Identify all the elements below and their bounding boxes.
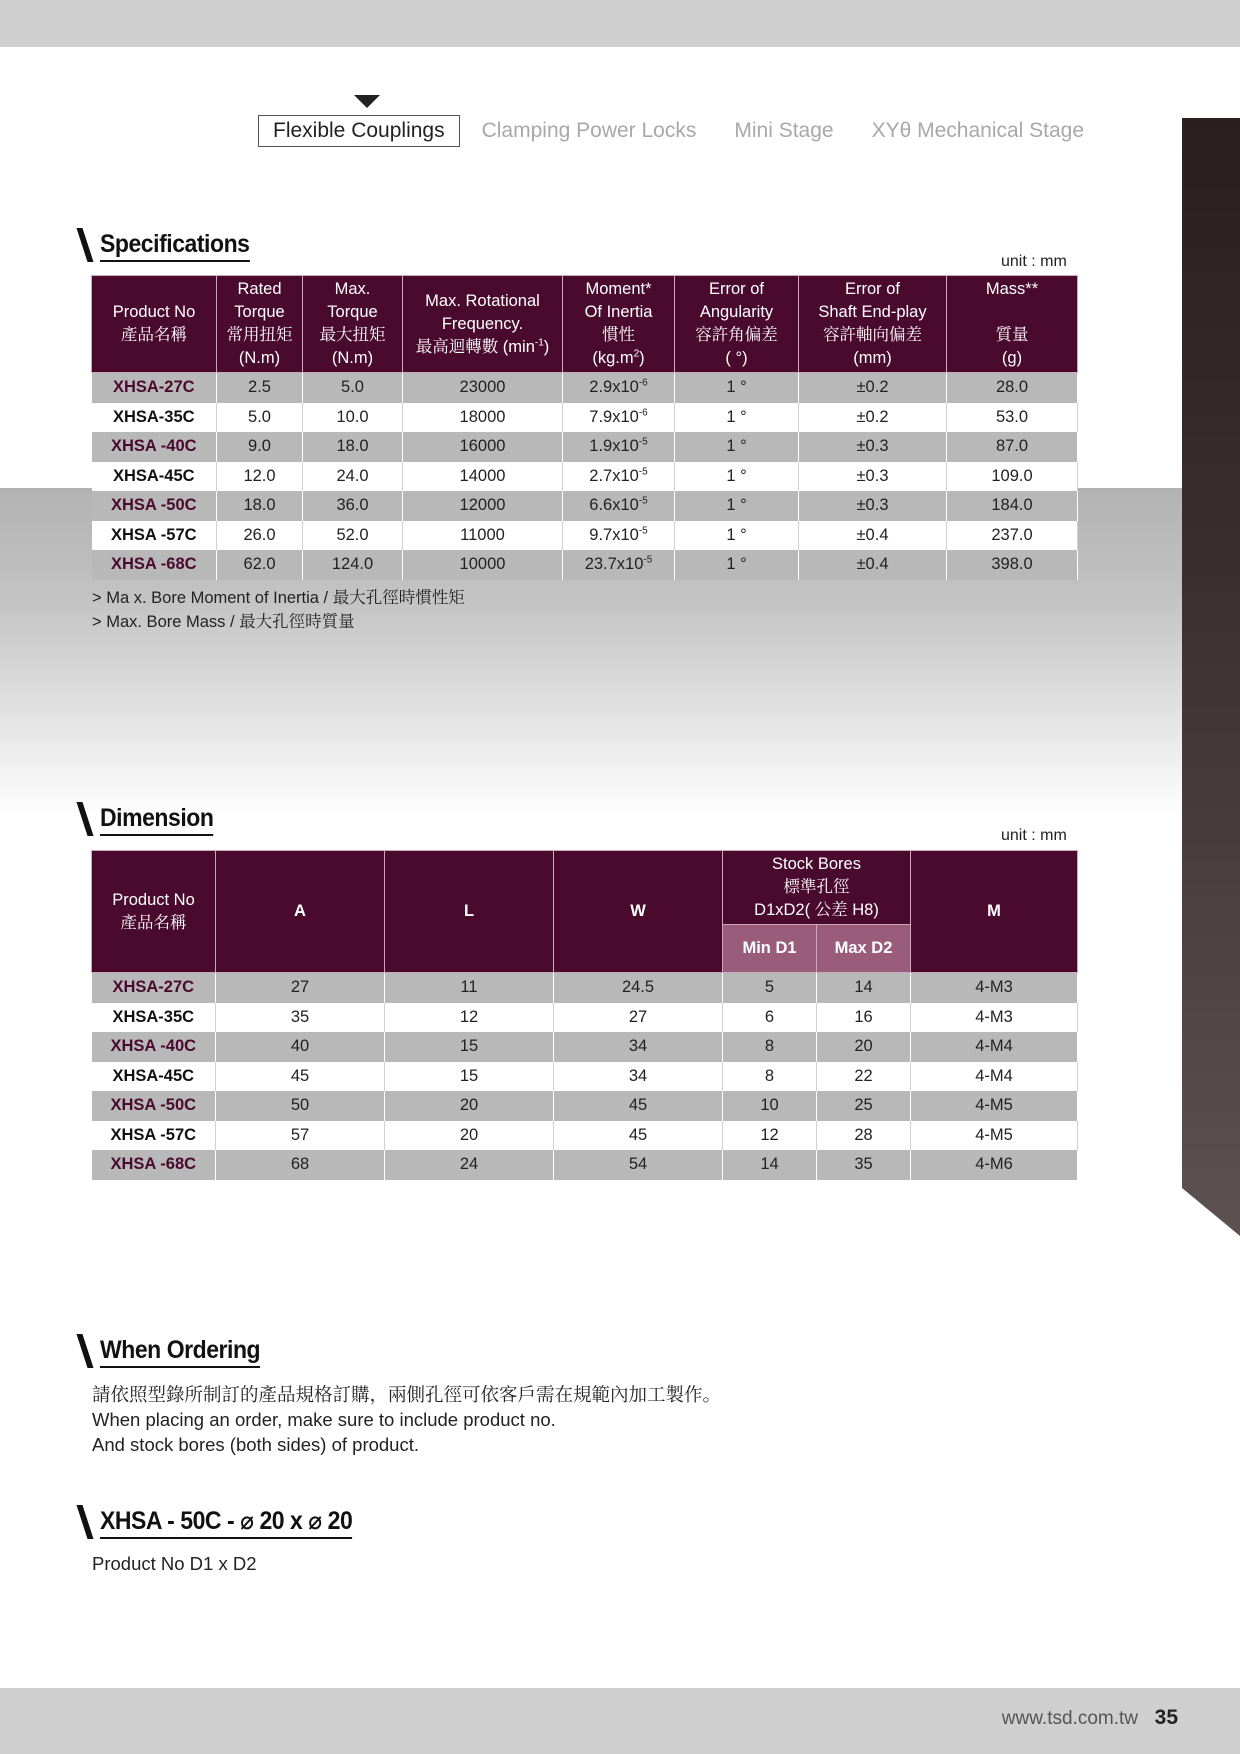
mass-cell: 237.0: [947, 521, 1078, 551]
mass-cell: 28.0: [947, 373, 1078, 403]
dim-l-cell: 11: [385, 973, 554, 1003]
spec-unit-label: unit : mm: [1001, 253, 1067, 270]
tab-flexible-couplings[interactable]: Flexible Couplings: [258, 115, 460, 147]
header-max-d2: Max D2: [817, 925, 911, 973]
header-moment-of-inertia: Moment* Of Inertia 慣性 $(kg.m^2)$: [563, 276, 675, 373]
header-error-angularity: Error of Angularity 容許角偏差 ( °): [675, 276, 799, 373]
header-m: M: [911, 851, 1078, 973]
product-no-cell: XHSA -50C: [92, 491, 217, 521]
header-w: W: [554, 851, 723, 973]
angularity-cell: 1 °: [675, 403, 799, 433]
max-d2-cell: 35: [817, 1150, 911, 1180]
product-no-cell: XHSA-45C: [92, 462, 217, 492]
tab-mini-stage[interactable]: Mini Stage: [734, 119, 834, 142]
heading-slash-icon: [76, 1505, 93, 1539]
product-no-cell: XHSA-35C: [92, 403, 217, 433]
ordering-heading: When Ordering: [82, 1334, 274, 1368]
inertia-cell: $7.9x10^{-6}$: [563, 403, 675, 433]
rated-torque-cell: 62.0: [217, 550, 303, 580]
max-frequency-cell: 23000: [403, 373, 563, 403]
inertia-cell: $6.6x10^{-5}$: [563, 491, 675, 521]
table-row: [92, 1091, 1078, 1121]
website-link[interactable]: www.tsd.com.tw: [1001, 1708, 1138, 1729]
angularity-cell: 1 °: [675, 550, 799, 580]
header-error-end-play: Error of Shaft End-play 容許軸向偏差 (mm): [799, 276, 947, 373]
product-no-cell: XHSA -57C: [92, 521, 217, 551]
angularity-cell: 1 °: [675, 521, 799, 551]
table-row: [92, 462, 1078, 492]
rated-torque-cell: 2.5: [217, 373, 303, 403]
max-torque-cell: 5.0: [303, 373, 403, 403]
mass-cell: 398.0: [947, 550, 1078, 580]
max-d2-cell: 28: [817, 1121, 911, 1151]
mass-cell: 53.0: [947, 403, 1078, 433]
note-line: > Ma x. Bore Moment of Inertia / 最大孔徑時慣性矩: [92, 589, 465, 607]
table-row: [92, 403, 1078, 433]
table-row: [92, 550, 1078, 580]
top-bar: [0, 0, 1240, 47]
header-rated-torque: Rated Torque 常用扭矩 (N.m): [217, 276, 303, 373]
dim-w-cell: 45: [554, 1121, 723, 1151]
max-torque-cell: 124.0: [303, 550, 403, 580]
product-no-cell: XHSA -40C: [92, 432, 217, 462]
dim-m-cell: 4-M4: [911, 1062, 1078, 1092]
header-stock-bores: Stock Bores 標準孔徑 D1xD2( 公差 H8): [723, 851, 911, 925]
dim-w-cell: 24.5: [554, 973, 723, 1003]
dim-w-cell: 45: [554, 1091, 723, 1121]
end-play-cell: ±0.3: [799, 432, 947, 462]
rated-torque-cell: 9.0: [217, 432, 303, 462]
order-code-caption: Product No D1 x D2: [92, 1553, 257, 1574]
header-max-torque: Max. Torque 最大扭矩 (N.m): [303, 276, 403, 373]
product-no-cell: XHSA-45C: [92, 1062, 216, 1092]
max-d2-cell: 25: [817, 1091, 911, 1121]
dim-a-cell: 50: [216, 1091, 385, 1121]
min-d1-cell: 8: [723, 1032, 817, 1062]
dim-a-cell: 57: [216, 1121, 385, 1151]
max-frequency-cell: 12000: [403, 491, 563, 521]
table-row: [92, 1121, 1078, 1151]
dimension-table: [91, 850, 1078, 1180]
heading-slash-icon: [76, 228, 93, 262]
dim-w-cell: 27: [554, 1003, 723, 1033]
max-torque-cell: 18.0: [303, 432, 403, 462]
angularity-cell: 1 °: [675, 491, 799, 521]
dim-unit-label: unit : mm: [1001, 827, 1067, 844]
table-row: [92, 1003, 1078, 1033]
dim-m-cell: 4-M5: [911, 1121, 1078, 1151]
dim-w-cell: 54: [554, 1150, 723, 1180]
end-play-cell: ±0.4: [799, 521, 947, 551]
product-no-cell: XHSA -40C: [92, 1032, 216, 1062]
product-no-cell: XHSA -68C: [92, 550, 217, 580]
dim-m-cell: 4-M6: [911, 1150, 1078, 1180]
side-decoration: [1182, 118, 1240, 1236]
dim-a-cell: 68: [216, 1150, 385, 1180]
dim-l-cell: 12: [385, 1003, 554, 1033]
inertia-cell: $23.7x10^{-5}$: [563, 550, 675, 580]
heading-slash-icon: [76, 802, 93, 836]
product-no-cell: XHSA -50C: [92, 1091, 216, 1121]
product-no-cell: XHSA-27C: [92, 373, 217, 403]
dim-l-cell: 20: [385, 1091, 554, 1121]
max-frequency-cell: 11000: [403, 521, 563, 551]
header-max-rotational-frequency: Max. Rotational Frequency. 最高迴轉數 $(\min^{-1})$: [403, 276, 563, 373]
dim-m-cell: 4-M4: [911, 1032, 1078, 1062]
order-code-example: XHSA - 50C - ⌀ 20 x ⌀ 20: [82, 1505, 374, 1539]
header-product-no: Product No 產品名稱: [92, 276, 217, 373]
min-d1-cell: 10: [723, 1091, 817, 1121]
dim-w-cell: 34: [554, 1062, 723, 1092]
dim-a-cell: 45: [216, 1062, 385, 1092]
header-a: A: [216, 851, 385, 973]
table-row: [92, 1032, 1078, 1062]
dim-m-cell: 4-M3: [911, 1003, 1078, 1033]
max-torque-cell: 10.0: [303, 403, 403, 433]
angularity-cell: 1 °: [675, 373, 799, 403]
mass-cell: 87.0: [947, 432, 1078, 462]
ordering-instructions: [92, 1382, 721, 1457]
dim-l-cell: 20: [385, 1121, 554, 1151]
dim-m-cell: 4-M5: [911, 1091, 1078, 1121]
min-d1-cell: 12: [723, 1121, 817, 1151]
end-play-cell: ±0.4: [799, 550, 947, 580]
note-line: > Max. Bore Mass / 最大孔徑時質量: [92, 613, 355, 631]
inertia-cell: $9.7x10^{-5}$: [563, 521, 675, 551]
dim-l-cell: 24: [385, 1150, 554, 1180]
max-frequency-cell: 16000: [403, 432, 563, 462]
max-d2-cell: 20: [817, 1032, 911, 1062]
ordering-line: And stock bores (both sides) of product.: [92, 1434, 420, 1455]
table-row: [92, 1150, 1078, 1180]
product-no-cell: XHSA -68C: [92, 1150, 216, 1180]
max-d2-cell: 14: [817, 973, 911, 1003]
min-d1-cell: 14: [723, 1150, 817, 1180]
table-row: [92, 973, 1078, 1003]
ordering-line: When placing an order, make sure to include product no.: [92, 1409, 556, 1430]
dim-l-cell: 15: [385, 1062, 554, 1092]
ordering-line: 請依照型錄所制訂的產品規格訂購，兩側孔徑可依客戶需在規範內加工製作。: [92, 1384, 722, 1405]
max-frequency-cell: 18000: [403, 403, 563, 433]
end-play-cell: ±0.2: [799, 403, 947, 433]
mass-cell: 109.0: [947, 462, 1078, 492]
header-l: L: [385, 851, 554, 973]
dim-a-cell: 35: [216, 1003, 385, 1033]
heading-slash-icon: [76, 1334, 93, 1368]
specification-notes: [92, 586, 465, 634]
table-row: [92, 491, 1078, 521]
table-row: [92, 521, 1078, 551]
table-row: [92, 432, 1078, 462]
product-no-cell: XHSA-27C: [92, 973, 216, 1003]
specifications-heading: Specifications: [82, 228, 263, 262]
product-no-cell: XHSA-35C: [92, 1003, 216, 1033]
inertia-cell: $2.7x10^{-5}$: [563, 462, 675, 492]
header-product-no: Product No 產品名稱: [92, 851, 216, 973]
dim-a-cell: 27: [216, 973, 385, 1003]
mass-cell: 184.0: [947, 491, 1078, 521]
table-row: [92, 373, 1078, 403]
min-d1-cell: 6: [723, 1003, 817, 1033]
max-torque-cell: 24.0: [303, 462, 403, 492]
max-d2-cell: 22: [817, 1062, 911, 1092]
inertia-cell: $1.9x10^{-5}$: [563, 432, 675, 462]
rated-torque-cell: 12.0: [217, 462, 303, 492]
page-number: 35: [1154, 1706, 1178, 1729]
max-frequency-cell: 14000: [403, 462, 563, 492]
footer: [0, 1688, 1240, 1754]
dim-a-cell: 40: [216, 1032, 385, 1062]
dim-l-cell: 15: [385, 1032, 554, 1062]
min-d1-cell: 8: [723, 1062, 817, 1092]
inertia-cell: $2.9x10^{-6}$: [563, 373, 675, 403]
dimension-heading: Dimension: [82, 802, 223, 836]
product-no-cell: XHSA -57C: [92, 1121, 216, 1151]
angularity-cell: 1 °: [675, 462, 799, 492]
end-play-cell: ±0.3: [799, 462, 947, 492]
rated-torque-cell: 18.0: [217, 491, 303, 521]
tab-xy-mechanical-stage[interactable]: XYθ Mechanical Stage: [871, 119, 1085, 142]
end-play-cell: ±0.3: [799, 491, 947, 521]
max-frequency-cell: 10000: [403, 550, 563, 580]
table-row: [92, 1062, 1078, 1092]
dim-m-cell: 4-M3: [911, 973, 1078, 1003]
specifications-table: [91, 275, 1078, 580]
rated-torque-cell: 5.0: [217, 403, 303, 433]
angularity-cell: 1 °: [675, 432, 799, 462]
category-nav: [258, 115, 1122, 147]
max-torque-cell: 52.0: [303, 521, 403, 551]
rated-torque-cell: 26.0: [217, 521, 303, 551]
max-torque-cell: 36.0: [303, 491, 403, 521]
dim-w-cell: 34: [554, 1032, 723, 1062]
active-tab-arrow-icon: [354, 95, 380, 108]
end-play-cell: ±0.2: [799, 373, 947, 403]
header-mass: Mass** 質量 (g): [947, 276, 1078, 373]
min-d1-cell: 5: [723, 973, 817, 1003]
header-min-d1: Min D1: [723, 925, 817, 973]
max-d2-cell: 16: [817, 1003, 911, 1033]
tab-clamping-power-locks[interactable]: Clamping Power Locks: [481, 119, 697, 142]
